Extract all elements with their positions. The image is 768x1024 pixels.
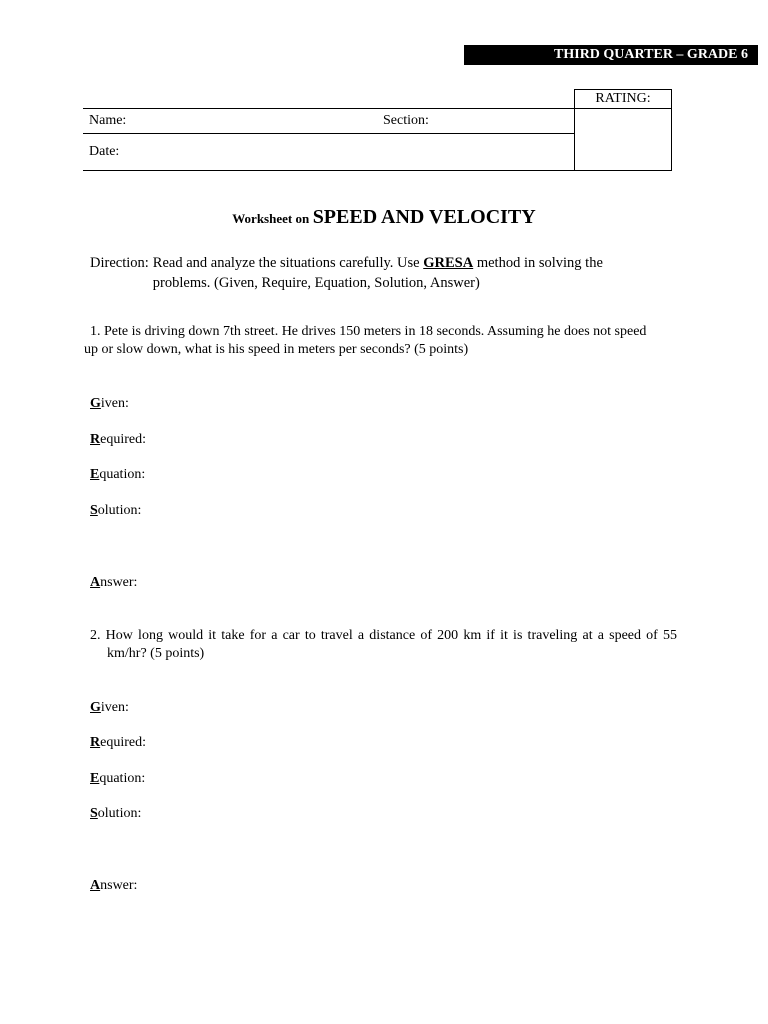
question-1-line1: 1. Pete is driving down 7th street. He drives 150 meters in 18 seconds. Assuming he does not speed <box>90 324 647 339</box>
q1-solution-first: S <box>90 503 98 518</box>
direction-line2: problems. (Given, Require, Equation, Solution, Answer) <box>152 275 480 291</box>
question-1-line2: up or slow down, what is his speed in meters per seconds? (5 points) <box>84 342 469 357</box>
direction-text-before: Read and analyze the situations carefully. Use <box>152 255 420 271</box>
rating-label: RATING: <box>575 90 672 109</box>
q2-required <box>90 734 146 752</box>
direction-block <box>90 253 680 293</box>
q1-solution-rest: olution: <box>97 503 142 518</box>
name-label: Name: <box>89 113 127 128</box>
title-prefix: Worksheet on <box>232 211 310 226</box>
q2-answer-first: A <box>90 878 101 893</box>
q1-answer <box>90 574 137 592</box>
gresa-method: GRESA <box>423 255 474 271</box>
question-2 <box>90 627 677 663</box>
q2-given <box>90 699 129 717</box>
q1-required <box>90 431 146 449</box>
question-2-text: 2. How long would it take for a car to travel a distance of 200 km if it is traveling at a speed of 55 km/hr? (5 points) <box>90 628 677 661</box>
q2-required-rest: equired: <box>100 735 146 750</box>
direction-label: Direction: <box>90 255 149 271</box>
q1-answer-first: A <box>90 575 101 590</box>
q1-given-rest: iven: <box>100 396 129 411</box>
section-field[interactable] <box>383 109 575 134</box>
q2-solution-first: S <box>90 806 98 821</box>
q2-equation-rest: quation: <box>99 771 146 786</box>
q2-answer <box>90 877 137 895</box>
q1-required-rest: equired: <box>100 432 146 447</box>
q1-required-first: R <box>90 432 101 447</box>
q1-equation-first: E <box>90 467 100 482</box>
student-info-table <box>83 89 672 171</box>
q2-equation-first: E <box>90 771 100 786</box>
section-label: Section: <box>383 113 429 128</box>
q1-given-first: G <box>90 396 101 411</box>
q2-required-first: R <box>90 735 101 750</box>
rating-box[interactable] <box>575 109 672 171</box>
worksheet-title <box>0 206 768 229</box>
date-field[interactable] <box>83 134 575 171</box>
direction-text <box>153 253 603 293</box>
q1-solution <box>90 502 141 520</box>
q2-equation <box>90 770 145 788</box>
q2-given-rest: iven: <box>100 700 129 715</box>
q2-answer-rest: nswer: <box>100 878 138 893</box>
q2-given-first: G <box>90 700 101 715</box>
q1-equation <box>90 466 145 484</box>
q1-answer-rest: nswer: <box>100 575 138 590</box>
q2-solution-rest: olution: <box>97 806 142 821</box>
q1-equation-rest: quation: <box>99 467 146 482</box>
date-label: Date: <box>89 144 120 159</box>
direction-text-after: method in solving the <box>476 255 603 271</box>
q1-given <box>90 395 129 413</box>
title-main: SPEED AND VELOCITY <box>312 206 536 228</box>
grade-banner: THIRD QUARTER – GRADE 6 <box>464 45 758 65</box>
q2-solution <box>90 805 141 823</box>
question-1 <box>84 323 677 359</box>
name-field[interactable] <box>83 109 383 134</box>
